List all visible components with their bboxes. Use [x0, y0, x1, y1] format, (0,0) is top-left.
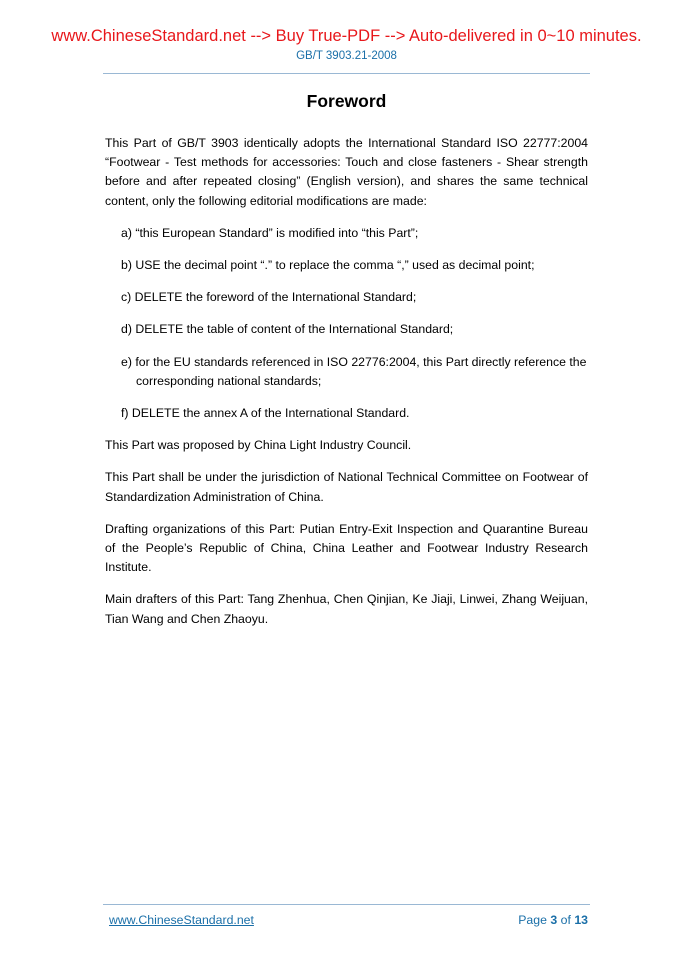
drafting-organizations-paragraph: Drafting organizations of this Part: Putian Entry-Exit Inspection and Quarantine Bureau of the People’s Republic of China, China Leather and Footwear Industry Research Institute. — [105, 521, 588, 575]
header-divider — [103, 73, 590, 74]
modification-item-a: a) “this European Standard” is modified into “this Part”; — [121, 225, 419, 240]
modification-item-e: e) for the EU standards referenced in ISO 22776:2004, this Part directly reference the corresponding national standards; — [121, 354, 587, 388]
modification-item-d: d) DELETE the table of content of the International Standard; — [121, 322, 454, 337]
main-drafters-paragraph: Main drafters of this Part: Tang Zhenhua, Chen Qinjian, Ke Jiaji, Linwei, Zhang Weijuan, Tian Wang and Chen Zhaoyu. — [105, 592, 588, 626]
page-of: of — [560, 913, 571, 927]
promo-banner[interactable]: www.ChineseStandard.net --> Buy True-PDF --> Auto-delivered in 0~10 minutes. — [51, 27, 642, 45]
jurisdiction-paragraph: This Part shall be under the jurisdiction of National Technical Committee on Footwear of Standardization Administration of China. — [105, 470, 588, 504]
modification-item-b: b) USE the decimal point “.” to replace the comma “,” used as decimal point; — [121, 258, 535, 273]
page-total: 13 — [574, 913, 588, 927]
modification-item-f: f) DELETE the annex A of the International Standard. — [121, 406, 410, 421]
proposer-paragraph: This Part was proposed by China Light Industry Council. — [105, 438, 412, 453]
footer-divider — [103, 904, 590, 905]
page-indicator — [518, 913, 588, 927]
page-current: 3 — [550, 913, 558, 927]
standard-code: GB/T 3903.21-2008 — [296, 50, 397, 62]
intro-paragraph: This Part of GB/T 3903 identically adopts the International Standard ISO 22777:2004 “Footwear - Test methods for accessories: Touch and close fasteners - Shear strength before and after repeated closing” (English version), and shares the same technical content, only the following editorial modifications are made: — [105, 136, 588, 208]
modification-item-c: c) DELETE the foreword of the International Standard; — [121, 290, 417, 305]
page-title: Foreword — [306, 91, 387, 111]
foreword-body — [105, 134, 588, 629]
page-label: Page — [518, 913, 547, 927]
footer-website-link[interactable]: www.ChineseStandard.net — [109, 913, 254, 927]
